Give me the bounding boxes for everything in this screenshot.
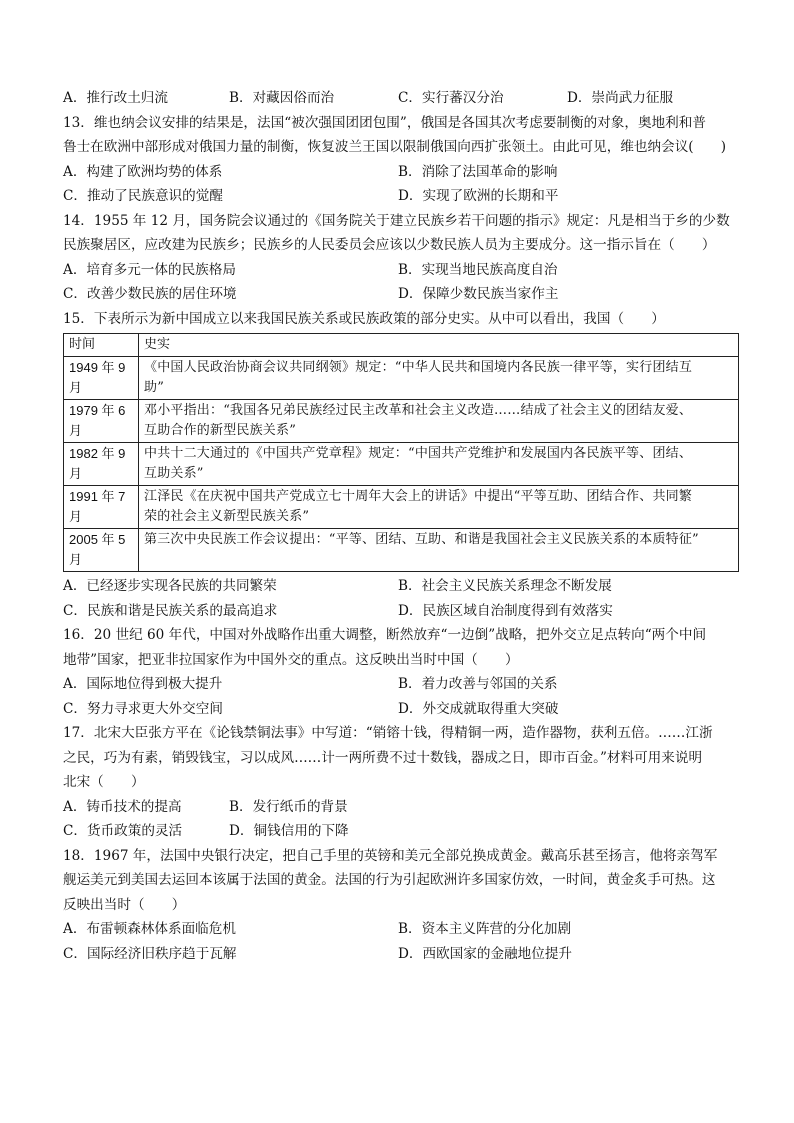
- q12-options: [63, 86, 739, 111]
- q18-option-d[interactable]: D．西欧国家的金融地位提升: [398, 945, 573, 962]
- q12-option-c[interactable]: C．实行蕃汉分治: [398, 90, 504, 106]
- q13-options-row: [63, 184, 739, 209]
- q15-options-row: [63, 599, 739, 624]
- q18-stem-line: 舰运美元到美国去运回本该属于法国的黄金。法国的行为引起欧洲许多国家仿效，一时间，黄金炙手可热。这: [63, 872, 716, 888]
- q17-option-d[interactable]: D．铜钱信用的下降: [229, 823, 349, 839]
- q17-option-a[interactable]: A．铸币技术的提高: [63, 798, 182, 815]
- q14-options-row: [63, 258, 739, 283]
- q18-stem-line: 反映出当时（ ）: [63, 896, 186, 913]
- q16-option-d[interactable]: D．外交成就取得重大突破: [398, 700, 559, 717]
- q14-option-b[interactable]: B．实现当地民族高度自治: [398, 261, 558, 278]
- table-cell-time: 1982 年 9 月: [64, 443, 139, 486]
- q17-options-row: [63, 819, 739, 844]
- q16-option-b[interactable]: B．着力改善与邻国的关系: [398, 676, 558, 692]
- table-header-row: [64, 334, 739, 357]
- q17-stem-line: 17．北宋大臣张方平在《论钱禁铜法事》中写道：“销镕十钱，得精铜一两，造作器物，获利五倍。……江浙: [63, 725, 713, 741]
- q16-option-c[interactable]: C．努力寻求更大外交空间: [63, 700, 223, 717]
- q14-option-d[interactable]: D．保障少数民族当家作主: [398, 286, 559, 302]
- q12-option-a[interactable]: A．推行改土归流: [63, 90, 168, 106]
- table-cell-fact: 第三次中央民族工作会议提出：“平等、团结、互助、和谐是我国社会主义民族关系的本质特征”: [139, 529, 739, 572]
- q18-option-b[interactable]: B．资本主义阵营的分化加剧: [398, 921, 572, 937]
- table-row: [64, 400, 739, 443]
- table-cell-time: 2005 年 5 月: [64, 529, 139, 572]
- q14-stem-line: 民族聚居区，应改建为民族乡；民族乡的人民委员会应该以少数民族人员为主要成分。这一指示旨在（ ）: [63, 237, 716, 253]
- table-header-time: 时间: [64, 334, 139, 357]
- q13-option-d[interactable]: D．实现了欧洲的长期和平: [398, 188, 559, 204]
- q18-option-a[interactable]: A．布雷顿森林体系面临危机: [63, 921, 236, 937]
- q15-stem: 15．下表所示为新中国成立以来我国民族关系或民族政策的部分史实。从中可以看出，我国（ ）: [63, 310, 665, 327]
- q17-options-row: [63, 795, 739, 820]
- table-cell-fact: 《中国人民政治协商会议共同纲领》规定：“中华人民共和国境内各民族一律平等，实行团结互 助”: [139, 357, 739, 400]
- q14-option-a[interactable]: A．培育多元一体的民族格局: [63, 261, 236, 278]
- q16-options-row: [63, 697, 739, 722]
- table-row: [64, 357, 739, 400]
- exam-page: [63, 86, 739, 966]
- q14-options-row: [63, 282, 739, 307]
- q13-option-c[interactable]: C．推动了民族意识的觉醒: [63, 188, 223, 204]
- q17-stem-line: 之民，巧为有素，销毁钱宝，习以成风……计一两所费不过十数钱，器成之日，即市百金。”材料可用来说明: [63, 749, 703, 766]
- q15-option-a[interactable]: A．已经逐步实现各民族的共同繁荣: [63, 578, 277, 594]
- table-cell-time: 1949 年 9 月: [64, 357, 139, 400]
- q15-history-table: [63, 333, 739, 572]
- table-row: [64, 529, 739, 572]
- table-row: [64, 443, 739, 486]
- q15-option-c[interactable]: C．民族和谐是民族关系的最高追求: [63, 602, 278, 619]
- q14-option-c[interactable]: C．改善少数民族的居住环境: [63, 286, 237, 302]
- q13-stem-line: 13．维也纳会议安排的结果是，法国“被次强国团团包围”，俄国是各国其次考虑要制衡的对象，奥地利和普: [63, 114, 706, 131]
- q16-stem-line: 地带”国家，把亚非拉国家作为中国外交的重点。这反映出当时中国（ ）: [63, 651, 519, 668]
- q13-stem-line: 鲁士在欧洲中部形成对俄国力量的制衡，恢复波兰王国以限制俄国向西扩张领土。由此可见，维也纳会议( ): [63, 139, 727, 155]
- q13-option-a[interactable]: A．构建了欧洲均势的体系: [63, 163, 223, 180]
- q17-option-b[interactable]: B．发行纸币的背景: [229, 798, 348, 815]
- q15-option-d[interactable]: D．民族区域自治制度得到有效落实: [398, 602, 613, 619]
- table-cell-time: 1979 年 6 月: [64, 400, 139, 443]
- q15-option-b[interactable]: B．社会主义民族关系理念不断发展: [398, 578, 612, 594]
- table-cell-fact: 中共十二大通过的《中国共产党章程》规定：“中国共产党维护和发展国内各民族平等、团结、 互助关系”: [139, 443, 739, 486]
- q13-option-b[interactable]: B．消除了法国革命的影响: [398, 163, 558, 180]
- q17-option-c[interactable]: C．货币政策的灵活: [63, 823, 183, 839]
- table-cell-fact: 江泽民《在庆祝中国共产党成立七十周年大会上的讲话》中提出“平等互助、团结合作、共同繁 荣的社会主义新型民族关系”: [139, 486, 739, 529]
- q18-stem-line: 18．1967 年，法国中央银行决定，把自己手里的英镑和美元全部兑换成黄金。戴高乐甚至扬言，他将亲驾军: [63, 847, 718, 864]
- q17-stem-line: 北宋（ ）: [63, 774, 145, 790]
- q12-option-b[interactable]: B．对藏因俗而治: [229, 90, 335, 106]
- q18-options-row: [63, 917, 739, 942]
- q14-stem-line: 14．1955 年 12 月，国务院会议通过的《国务院关于建立民族乡若干问题的指示》规定：凡是相当于乡的少数: [63, 212, 730, 229]
- q13-options-row: [63, 160, 739, 185]
- q16-stem-line: 16．20 世纪 60 年代，中国对外战略作出重大调整，断然放弃“一边倒”战略，把外交立足点转向“两个中间: [63, 627, 707, 643]
- q16-options-row: [63, 672, 739, 697]
- q16-option-a[interactable]: A．国际地位得到极大提升: [63, 676, 223, 692]
- q18-option-c[interactable]: C．国际经济旧秩序趋于瓦解: [63, 945, 237, 962]
- table-cell-fact: 邓小平指出：“我国各兄弟民族经过民主改革和社会主义改造……结成了社会主义的团结友爱、 互助合作的新型民族关系”: [139, 400, 739, 443]
- q15-options-row: [63, 574, 739, 599]
- table-header-fact: 史实: [139, 334, 739, 357]
- table-row: [64, 486, 739, 529]
- q18-options-row: [63, 942, 739, 967]
- q12-option-d[interactable]: D．崇尚武力征服: [567, 90, 674, 106]
- table-cell-time: 1991 年 7 月: [64, 486, 139, 529]
